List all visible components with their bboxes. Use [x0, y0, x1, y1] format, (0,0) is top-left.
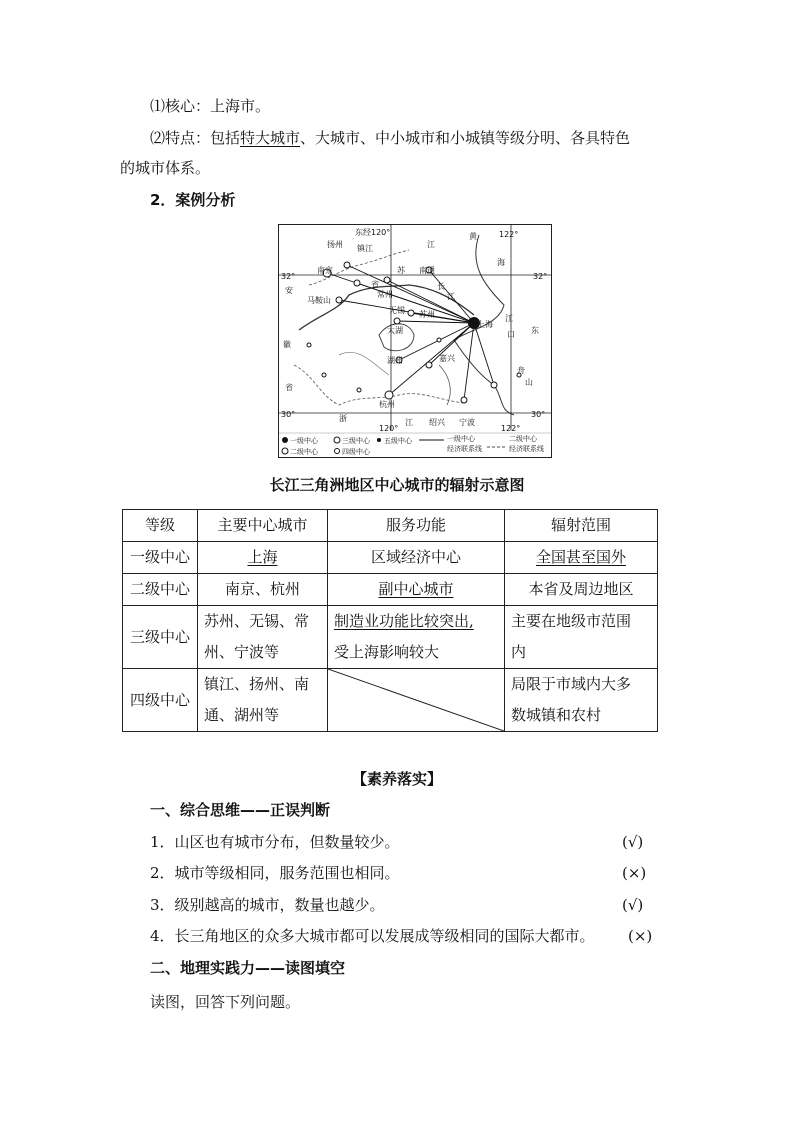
table-header: 辐射范围 [505, 510, 658, 542]
map-label: 32° [281, 272, 296, 281]
legend-l3: 三级中心 [342, 437, 370, 445]
table-row [123, 542, 658, 574]
map-label: 宁波 [459, 418, 475, 427]
feature-rest: 、大城市、中小城市和小城镇等级分明、各具特色 [300, 129, 631, 147]
cities-line: 镇江、扬州、南 [204, 675, 310, 693]
map-label: 太湖 [387, 326, 403, 335]
map-label: 杭州 [379, 400, 395, 409]
range-cell: 本省及周边地区 [505, 574, 658, 606]
radiation-map [278, 224, 552, 458]
map-label: 30° [281, 410, 296, 419]
map-label: 苏 [397, 266, 405, 275]
cities-cell: 上海 [198, 542, 328, 574]
legend-line2b: 经济联系线 [509, 445, 544, 453]
range-line: 局限于市域内大多 [511, 675, 632, 693]
map-label: 120° [379, 424, 399, 433]
core-text: ⑴核心：上海市。 [150, 97, 271, 115]
map-label: 江 [447, 292, 455, 301]
cities-line: 通、湖州等 [204, 706, 280, 724]
range-cell: 全国甚至国外 [505, 542, 658, 574]
map-label: 南京 [317, 266, 333, 275]
map-label: 扬州 [327, 240, 343, 249]
function-line: 制造业功能比较突出, [334, 612, 474, 630]
case-heading: 2．案例分析 [150, 191, 236, 209]
table-row [123, 606, 658, 669]
map-label: 122° [499, 230, 519, 239]
table-header: 主要中心城市 [198, 510, 328, 542]
table-row [123, 574, 658, 606]
level-cell: 一级中心 [123, 542, 198, 574]
map-label: 省 [371, 280, 379, 289]
city-table [122, 509, 658, 732]
cities-cell [198, 606, 328, 669]
legend-line2a: 二级中心 [509, 435, 537, 443]
feature-prefix: ⑵特点：包括 [150, 129, 241, 147]
feature-text [150, 128, 630, 148]
map-label: 绍兴 [429, 418, 445, 427]
map-label: 122° [501, 424, 521, 433]
range-line: 内 [511, 643, 527, 661]
section1-heading: 一、综合思维——正误判断 [150, 801, 331, 819]
function-cell: 副中心城市 [328, 574, 505, 606]
legend-l5: 五级中心 [384, 437, 412, 445]
map-label: 东 [531, 326, 539, 335]
judgement-mark: (√) [622, 896, 644, 914]
practice-title: 【素养落实】 [351, 770, 442, 788]
map-label: 苏州 [419, 310, 435, 319]
function-cell: 区域经济中心 [328, 542, 505, 574]
range-cell [505, 669, 658, 732]
table-header: 等级 [123, 510, 198, 542]
map-caption: 长江三角洲地区中心城市的辐射示意图 [269, 476, 525, 494]
map-label: 口 [507, 330, 515, 339]
map-label: 湖州 [387, 356, 403, 365]
level-cell: 二级中心 [123, 574, 198, 606]
cities-line: 州、宁波等 [204, 643, 280, 661]
function-line: 受上海影响较大 [334, 643, 440, 661]
prompt-text: 读图，回答下列问题。 [150, 993, 301, 1011]
empty-diagonal-cell [328, 669, 505, 732]
feature-line2: 的城市体系。 [120, 159, 211, 177]
level-cell: 四级中心 [123, 669, 198, 732]
judgement-mark: (×) [628, 927, 653, 945]
function-cell [328, 606, 505, 669]
table-header-row [123, 510, 658, 542]
map-label: 30° [531, 410, 546, 419]
section2-heading: 二、地理实践力——读图填空 [150, 959, 346, 977]
map-label: 省 [285, 383, 293, 392]
legend-l1: 一级中心 [290, 437, 318, 445]
map-label: 江 [505, 314, 513, 323]
legend-l2: 二级中心 [290, 448, 318, 456]
map-label: 黄 [469, 232, 477, 241]
judgement-item: 1．山区也有城市分布，但数量较少。 [150, 833, 400, 851]
map-label: 长 [437, 282, 445, 291]
map-label: 徽 [283, 340, 291, 349]
map-label: 镇江 [357, 244, 373, 253]
cities-cell [198, 669, 328, 732]
map-label: 嘉兴 [439, 354, 455, 363]
legend-line1a: 一级中心 [447, 435, 475, 443]
judgement-item: 2．城市等级相同，服务范围也相同。 [150, 864, 400, 882]
judgement-mark: (×) [622, 864, 647, 882]
map-label: 安 [285, 286, 293, 295]
judgement-item: 4．长三角地区的众多大城市都可以发展成等级相同的国际大都市。 [150, 927, 595, 945]
table-header: 服务功能 [328, 510, 505, 542]
map-label: 东经120° [355, 228, 391, 237]
map-label: 舟 [517, 366, 525, 375]
legend-line1b: 经济联系线 [447, 445, 482, 453]
legend-l4: 四级中心 [342, 448, 370, 456]
map-label: 马鞍山 [307, 296, 331, 305]
cities-line: 苏州、无锡、常 [204, 612, 310, 630]
map-label: 浙 [339, 414, 347, 423]
feature-underlined: 特大城市 [240, 129, 301, 147]
map-label: 上海 [477, 320, 493, 329]
map-label: 南通 [419, 266, 435, 275]
map-label: 无锡 [389, 306, 405, 315]
level-cell: 三级中心 [123, 606, 198, 669]
judgement-mark: (√) [622, 833, 644, 851]
map-label: 32° [533, 272, 548, 281]
map-label: 江 [405, 418, 413, 427]
range-line: 数城镇和农村 [511, 706, 602, 724]
map-label: 海 [497, 258, 505, 267]
cities-cell: 南京、杭州 [198, 574, 328, 606]
range-cell [505, 606, 658, 669]
map-label: 常州 [377, 290, 393, 299]
table-row [123, 669, 658, 732]
map-label: 江 [427, 240, 435, 249]
map-label: 山 [525, 378, 533, 387]
range-line: 主要在地级市范围 [511, 612, 632, 630]
judgement-item: 3．级别越高的城市，数量也越少。 [150, 896, 385, 914]
